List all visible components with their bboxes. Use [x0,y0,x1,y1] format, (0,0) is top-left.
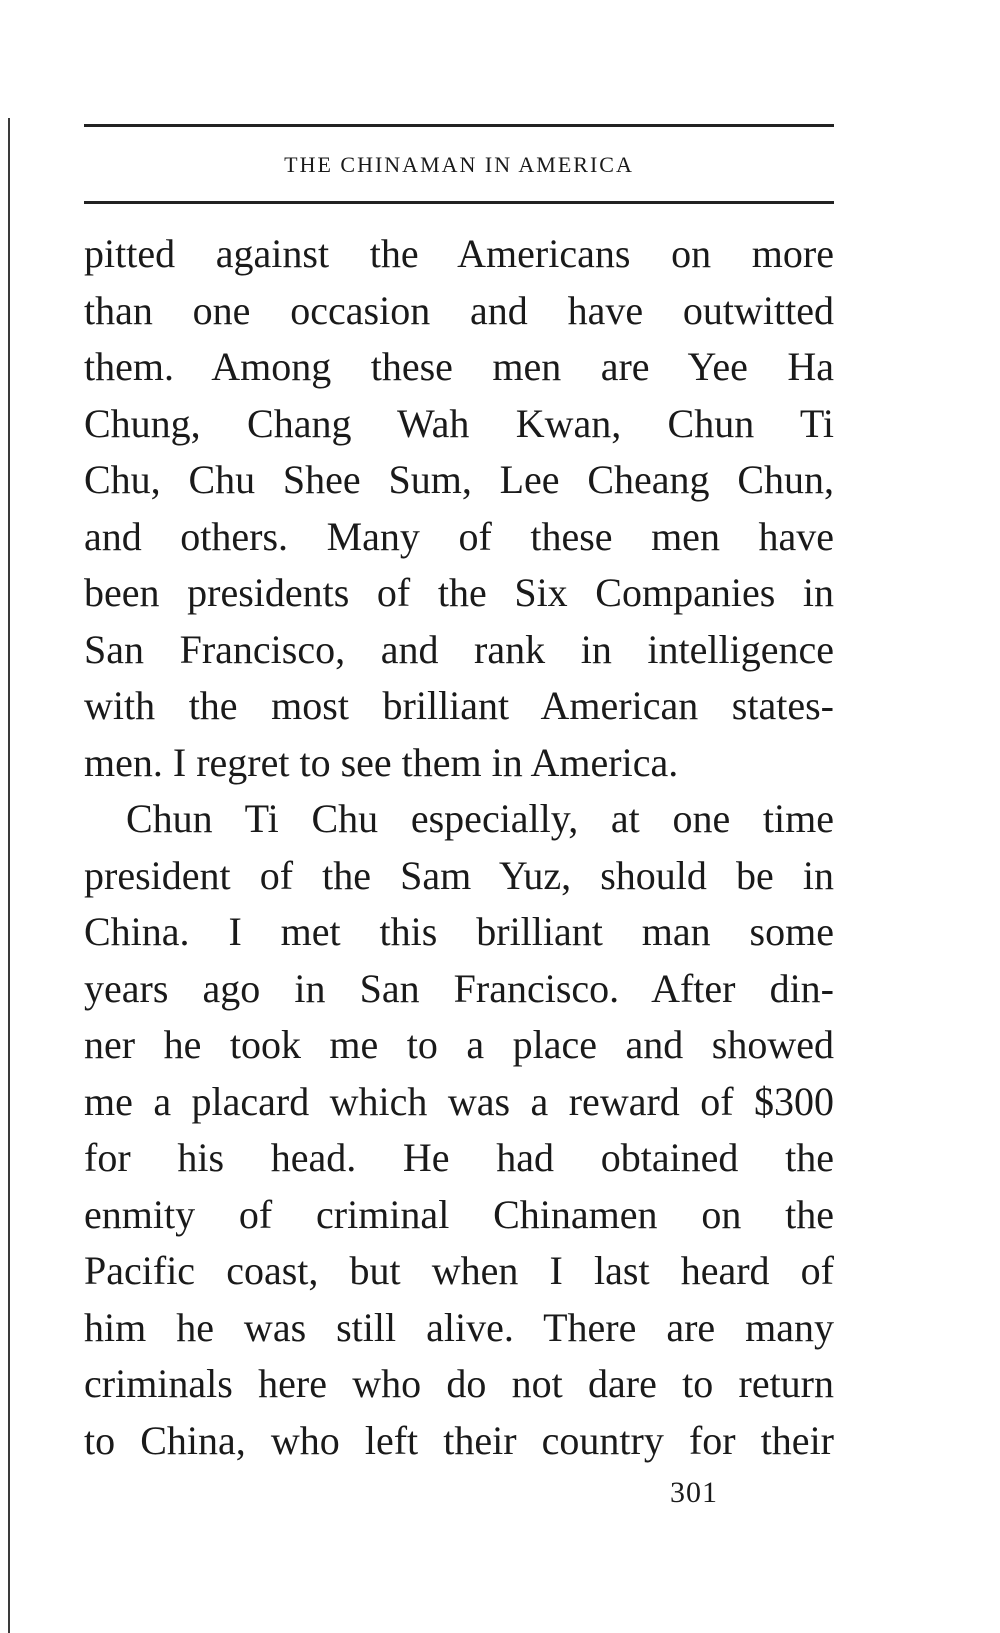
paragraph [84,226,834,791]
text-line: them. Among these men are Yee Ha [84,344,834,389]
text-line: president of the Sam Yuz, should be in [84,852,834,898]
text-line: pitted against the Americans on more [84,231,834,276]
text-line: Chung, Chang Wah Kwan, Chun Ti [84,400,834,446]
text-line: and others. Many of these men have [84,513,834,559]
text-line: ner he took me to a place and showed [84,1022,834,1067]
text-line: Chu, Chu Shee Sum, Lee Cheang Chun, [84,457,834,502]
text-line: men. I regret to see them in America. [84,739,679,785]
text-line: for his head. He had obtained the [84,1135,834,1180]
paragraph [84,791,834,1469]
text-line: years ago in San Francisco. After din- [84,965,834,1011]
text-line: enmity of criminal Chinamen on the [84,1191,834,1237]
text-line: me a placard which was a reward of $300 [84,1078,834,1124]
header-rule-bottom [84,201,834,204]
text-line: him he was still alive. There are many [84,1304,834,1350]
running-head: THE CHINAMAN IN AMERICA [284,152,634,177]
text-line: to China, who left their country for their [84,1417,834,1463]
text-line: with the most brilliant American states- [84,683,834,728]
page-binding-edge [8,118,10,1633]
text-line: San Francisco, and rank in intelligence [84,626,834,672]
header-rule-top [84,124,834,127]
body-text [84,226,834,1469]
text-line: China. I met this brilliant man some [84,909,834,954]
page-number: 301 [670,1476,718,1509]
text-line: than one occasion and have outwitted [84,287,834,333]
text-line: criminals here who do not dare to return [84,1361,834,1406]
text-line: Chun Ti Chu especially, at one time [126,796,834,841]
text-line: Pacific coast, but when I last heard of [84,1248,834,1293]
text-line: been presidents of the Six Companies in [84,570,834,615]
